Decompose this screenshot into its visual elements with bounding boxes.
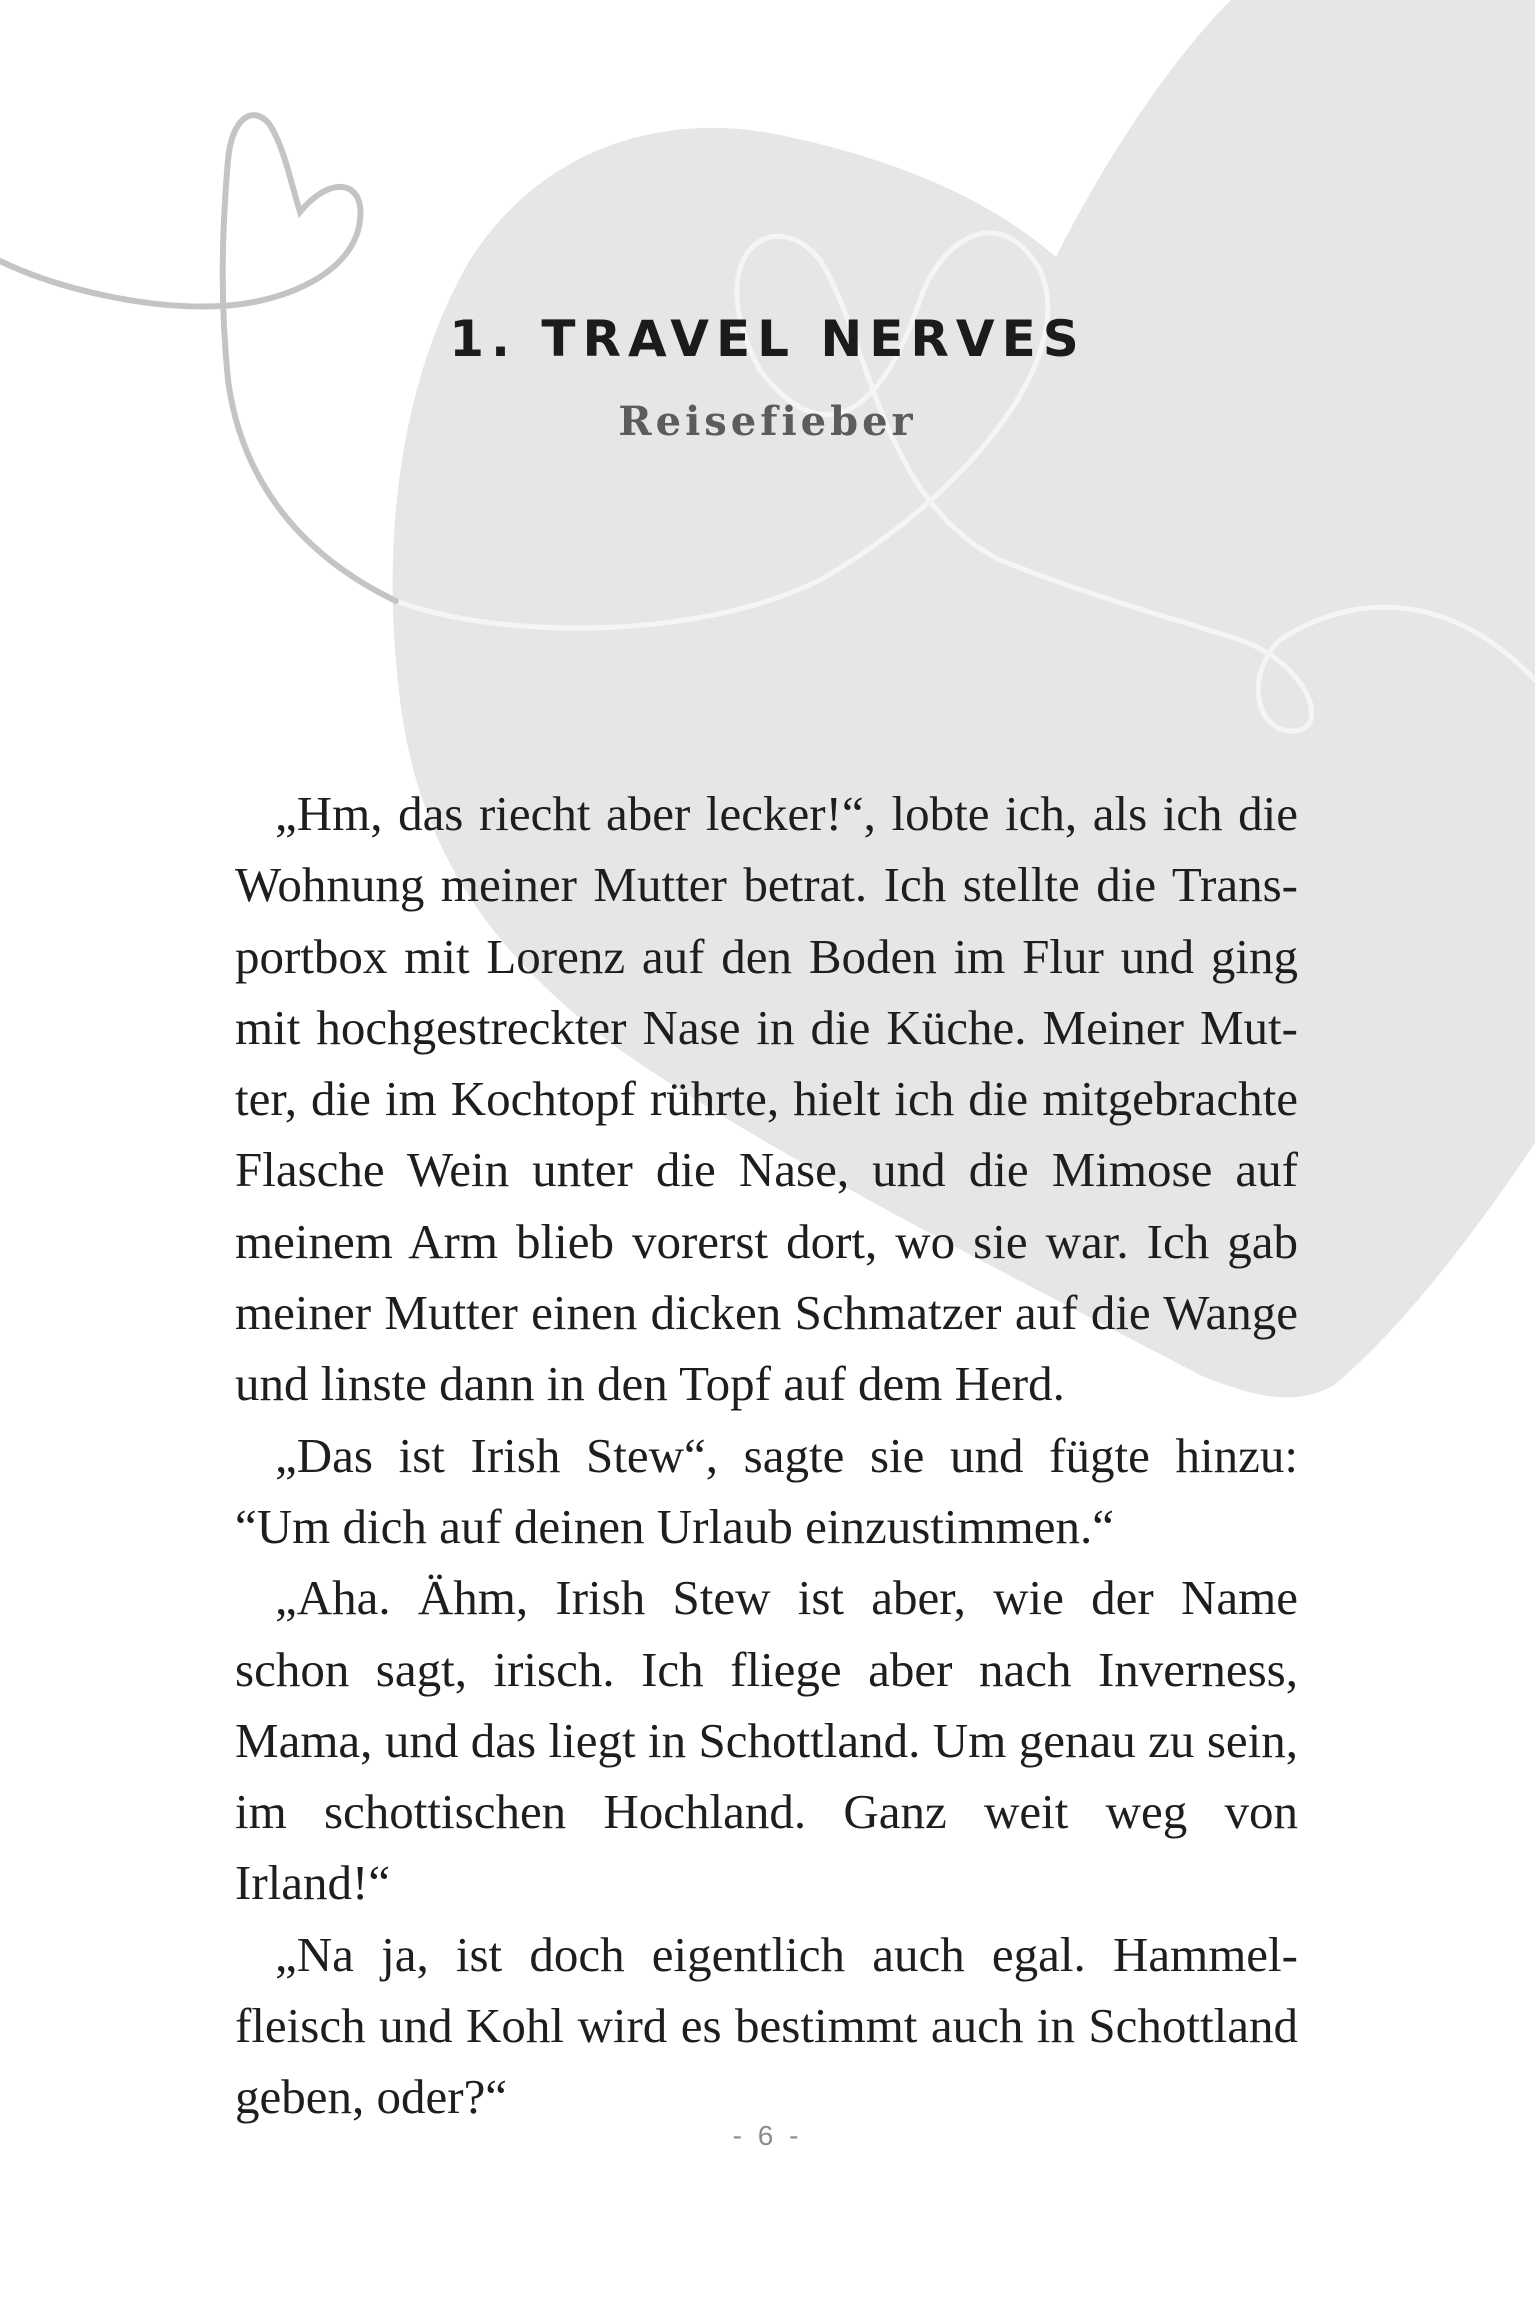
- paragraph: „Hm, das riecht aber lecker!“, lobte ich, als ich die Wohnung meiner Mutter betrat. Ich stellte die Transportbox mit Lorenz auf den Boden im Flur und ging mit hochgestreckter Nase in die Küche. Meiner Mutter, die im Kochtopf rührte, hielt ich die mitgebrachte Flasche Wein unter die Nase, und die Mimose auf meinem Arm blieb vorerst dort, wo sie war. Ich gab meiner Mutter einen dicken Schmatzer auf die Wange und linste dann in den Topf auf dem Herd.: [235, 786, 1298, 1412]
- paragraph: „Das ist Irish Stew“, sagte sie und fügte hinzu: “Um dich auf deinen Urlaub einzustimmen.“: [235, 1427, 1298, 1554]
- paragraph: „Aha. Ähm, Irish Stew ist aber, wie der Name schon sagt, irisch. Ich fliege aber nach Inverness, Mama, und das liegt in Schottland. Um genau zu sein, im schottischen Hochland. Ganz weit weg von Irland!“: [235, 1570, 1298, 1911]
- body-text: [235, 778, 1298, 2133]
- page-number: - 6 -: [732, 2120, 803, 2151]
- chapter-subtitle: Reisefieber: [618, 398, 917, 445]
- paragraph: „Na ja, ist doch eigentlich auch egal. Hammelfleisch und Kohl wird es bestimmt auch in Schottland geben, oder?“: [235, 1926, 1298, 2125]
- chapter-title: 1. TRAVEL NERVES: [449, 310, 1086, 368]
